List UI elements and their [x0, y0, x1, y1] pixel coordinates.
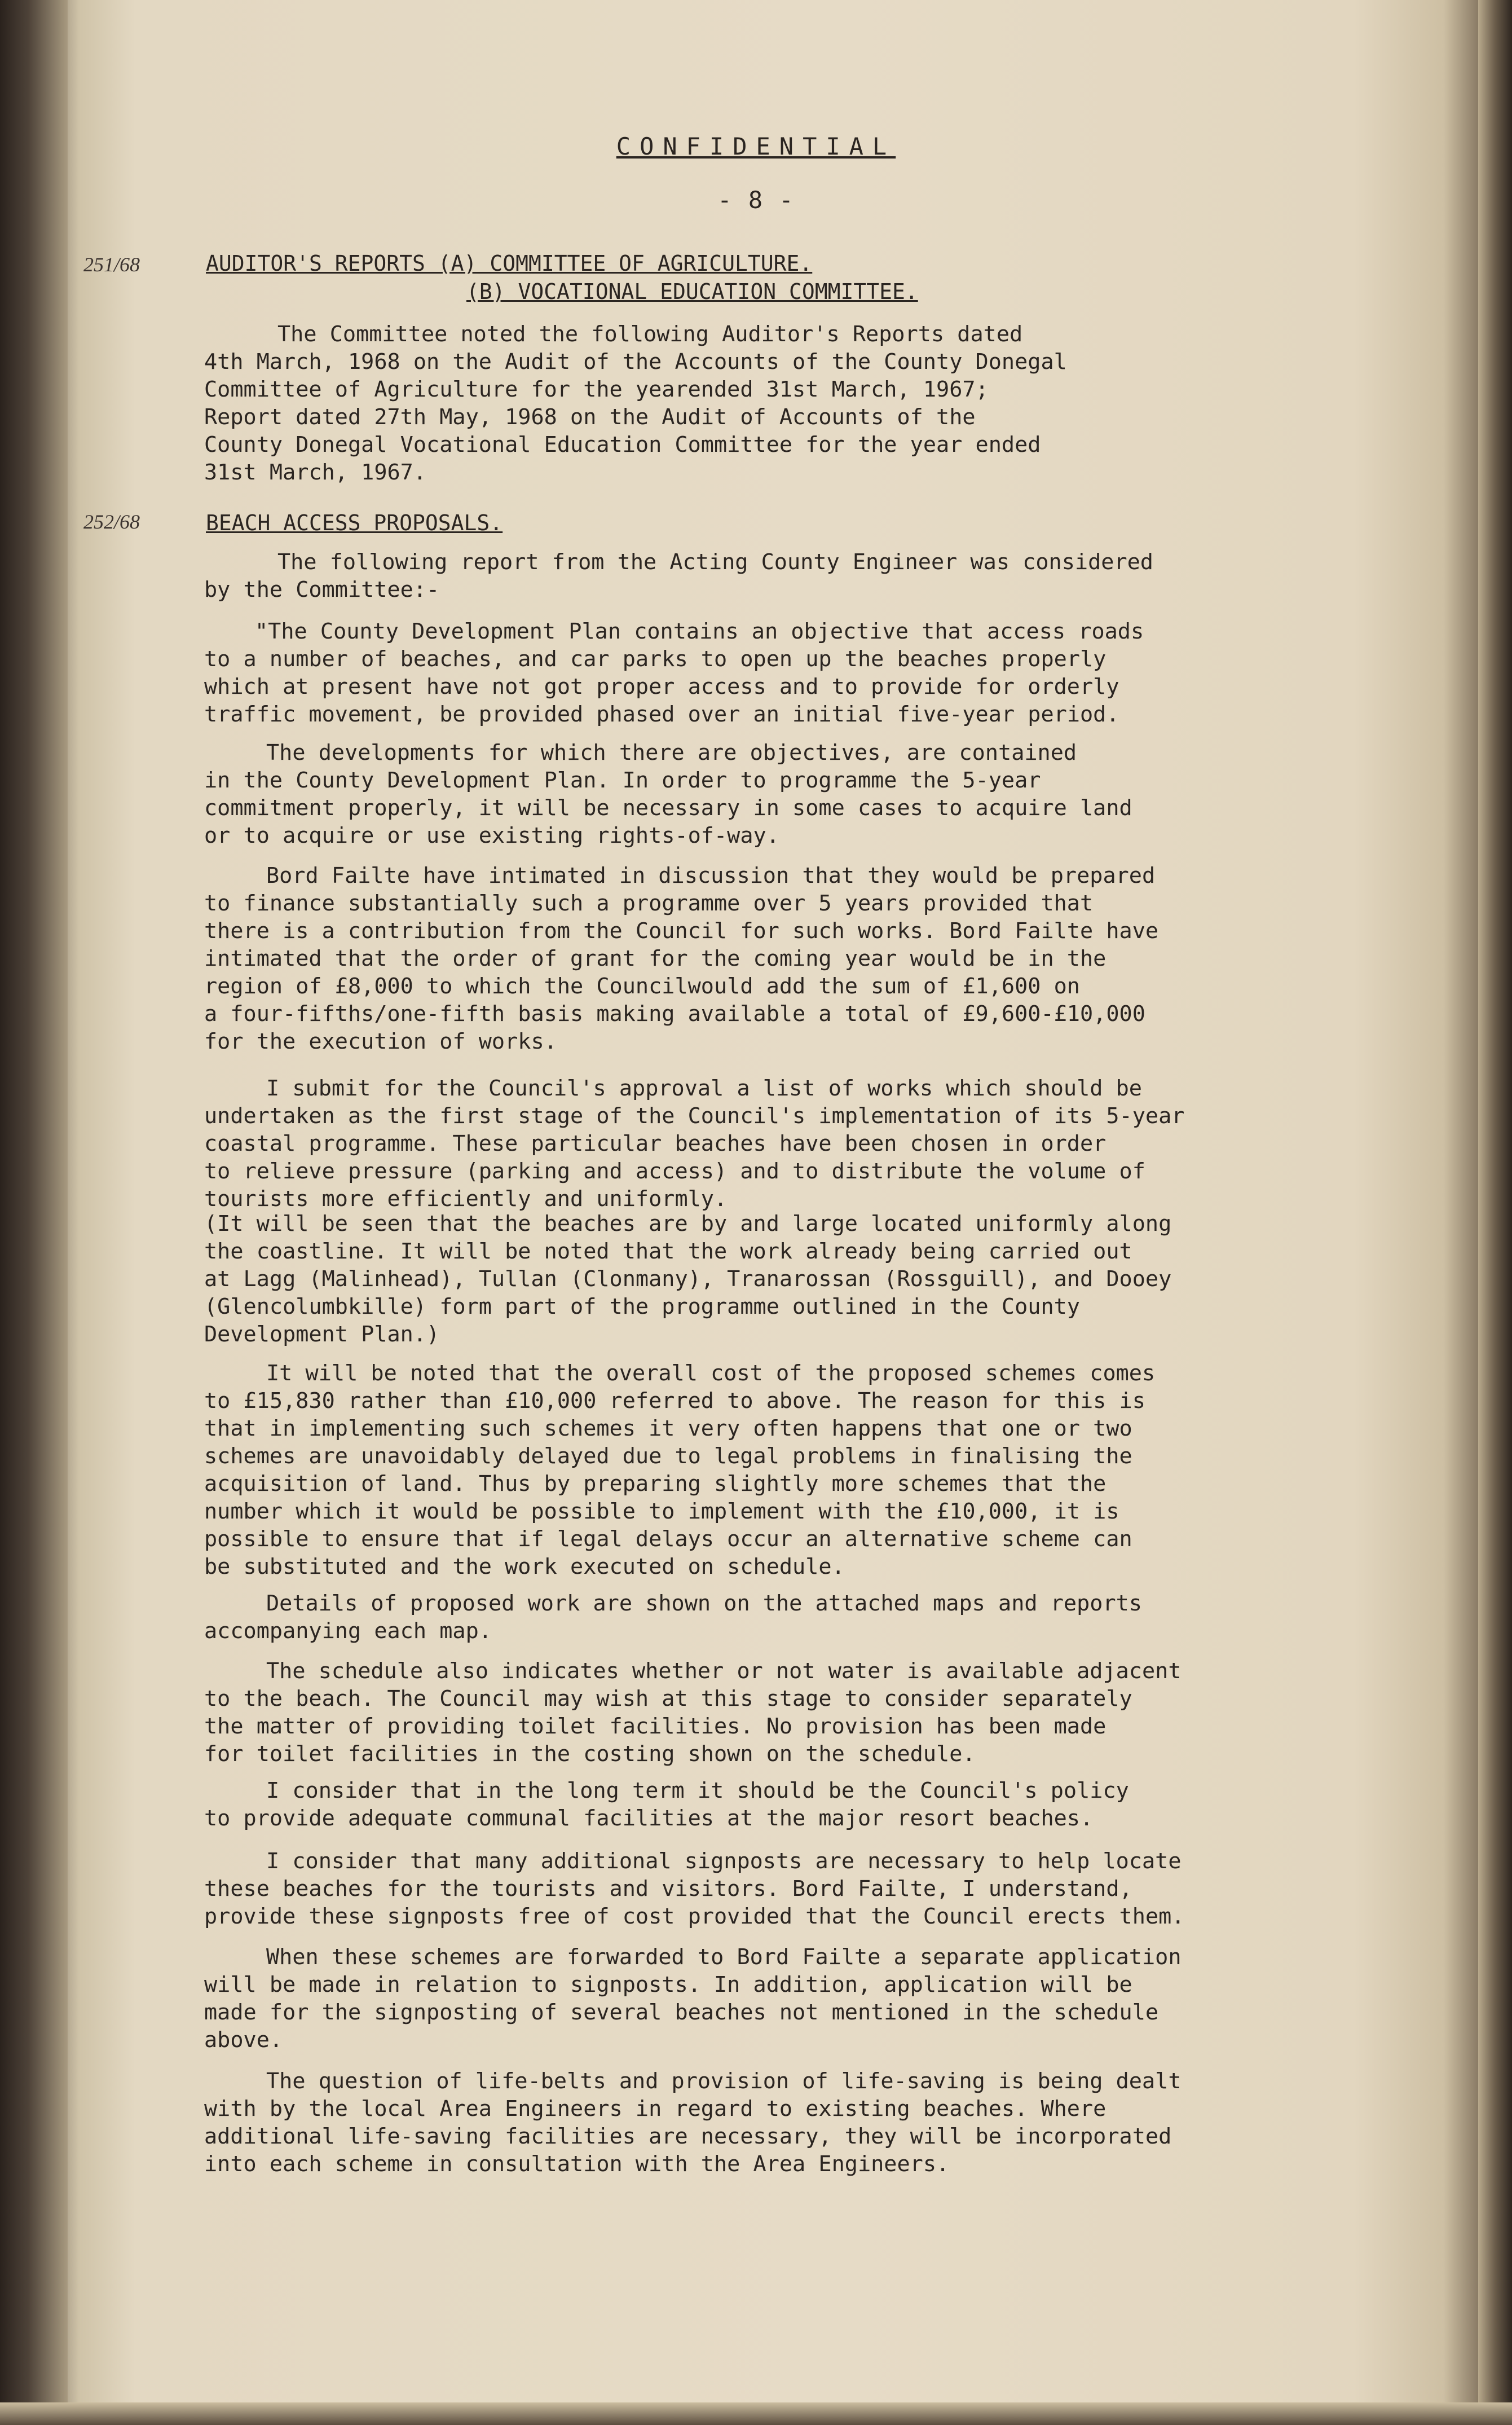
margin-reference: 252/68	[83, 510, 140, 533]
report-paragraph: I consider that many additional signposts are necessary to help locate these beaches for the tourists and visitors. Bord Failte, I understand, provide these signposts free of cost provided that the Council erects them.	[204, 1849, 1185, 1929]
report-paragraph: "The County Development Plan contains an objective that access roads to a number of beaches, and car parks to open up the beaches properly which at present have not got proper access and to provide for orderly traffic movement, be provided phased over an initial five-year period.	[204, 619, 1144, 727]
report-paragraph: When these schemes are forwarded to Bord Failte a separate application will be made in relation to signposts. In addition, application will be made for the signposting of several beaches not mentioned in the schedule above.	[204, 1944, 1182, 2053]
report-paragraph: (It will be seen that the beaches are by and large located uniformly along the coastline. It will be noted that the work already being carried out at Lagg (Malinhead), Tullan (Clonmany), Tranarossan (Rossguill), and Dooey (Glencolumbkille) form part of the programme outlined in the County Development Plan.)	[204, 1211, 1172, 1347]
confidential-header: CONFIDENTIAL	[616, 133, 896, 160]
section-heading: BEACH ACCESS PROPOSALS.	[206, 510, 503, 535]
report-paragraph: I consider that in the long term it should be the Council's policy to provide adequate communal facilities at the major resort beaches.	[204, 1778, 1129, 1831]
intro-paragraph: The following report from the Acting County Engineer was considered by the Committee:-	[204, 549, 1153, 602]
report-paragraph: The schedule also indicates whether or not water is available adjacent to the beach. The Council may wish at this stage to consider separately the matter of providing toilet facilities. No provision has been made for toilet facilities in the costing shown on the schedule.	[204, 1658, 1182, 1767]
page-edge	[1478, 0, 1512, 2425]
book-binding	[0, 0, 68, 2425]
page-bottom-edge	[0, 2402, 1512, 2425]
page-number: - 8 -	[717, 186, 795, 214]
report-paragraph: The developments for which there are objectives, are contained in the County Development Plan. In order to programme the 5-year commitment properly, it will be necessary in some cases to acquire land or to acquire or use existing rights-of-way.	[204, 740, 1132, 848]
report-paragraph: It will be noted that the overall cost of the proposed schemes comes to £15,830 rather than £10,000 referred to above. The reason for this is that in implementing such schemes it very often happens that one or two schemes are unavoidably delayed due to legal problems in finalising the acquisition of land. Thus by preparing slightly more schemes that the number which it would be possible to implement with the £10,000, it is possible to ensure that if legal delays occur an alternative scheme can be substituted and the work executed on schedule.	[204, 1361, 1156, 1579]
report-paragraph: Details of proposed work are shown on the attached maps and reports accompanying each map.	[204, 1591, 1142, 1644]
section-heading	[206, 249, 1221, 306]
margin-reference: 251/68	[83, 253, 140, 276]
report-paragraph: I submit for the Council's approval a list of works which should be undertaken as the first stage of the Council's implementation of its 5-year coastal programme. These particular beaches have been chosen in order to relieve pressure (parking and access) and to distribute the volume of tourists more efficiently and uniformly.	[204, 1076, 1185, 1212]
heading-line: (B) VOCATIONAL EDUCATION COMMITTEE.	[466, 279, 918, 304]
report-paragraph: Bord Failte have intimated in discussion that they would be prepared to finance substantially such a programme over 5 years provided that there is a contribution from the Council for such works. Bord Failte have intimated that the order of grant for the coming year would be in the region of £8,000 to which the Councilwould add the sum of £1,600 on a four-fifths/one-fifth basis making available a total of £9,600-£10,000 for the execution of works.	[204, 863, 1159, 1054]
body-paragraph: The Committee noted the following Auditor's Reports dated 4th March, 1968 on the Audit of the Accounts of the County Donegal Committee of Agriculture for the yearended 31st March, 1967; Report dated 27th May, 1968 on the Audit of Accounts of the County Donegal Vocational Education Committee for the year ended 31st March, 1967.	[204, 322, 1067, 485]
heading-line: AUDITOR'S REPORTS (A) COMMITTEE OF AGRICULTURE.	[206, 251, 813, 276]
report-paragraph: The question of life-belts and provision of life-saving is being dealt with by the local Area Engineers in regard to existing beaches. Where additional life-saving facilities are necessary, they will be incorporated into each scheme in consultation with the Area Engineers.	[204, 2068, 1182, 2177]
